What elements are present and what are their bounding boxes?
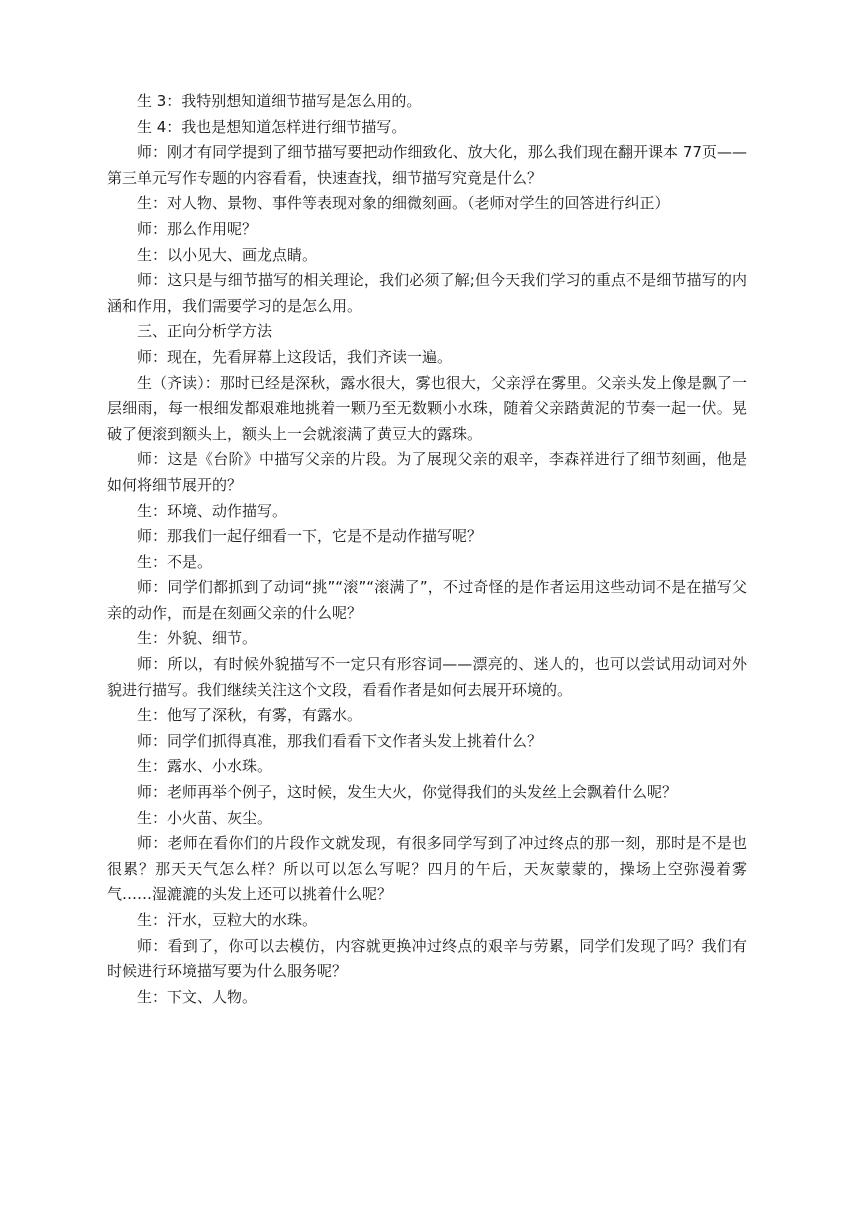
document-body bbox=[107, 89, 747, 1010]
paragraph: 师：现在，先看屏幕上这段话，我们齐读一遍。 bbox=[137, 347, 453, 366]
paragraph: 生：他写了深秋，有雾，有露水。 bbox=[137, 706, 363, 725]
paragraph: 生：小火苗、灰尘。 bbox=[137, 808, 273, 827]
paragraph: 师：刚才有同学提到了细节描写要把动作细致化、放大化，那么我们现在翻开课本 77页——第三单元写作专题的内容看看，快速查找，细节描写究竟是什么？ bbox=[107, 143, 747, 187]
paragraph: 生 4：我也是想知道怎样进行细节描写。 bbox=[137, 117, 407, 136]
section-heading: 三、正向分析学方法 bbox=[137, 322, 273, 341]
paragraph: 生：露水、小水珠。 bbox=[137, 757, 273, 776]
paragraph: 生：以小见大、画龙点睛。 bbox=[137, 245, 318, 264]
paragraph: 师：老师再举个例子，这时候，发生大火，你觉得我们的头发丝上会飘着什么呢？ bbox=[137, 783, 678, 802]
paragraph: 生 3：我特别想知道细节描写是怎么用的。 bbox=[137, 92, 422, 110]
paragraph: 生：下文、人物。 bbox=[137, 987, 258, 1006]
paragraph: 师：同学们都抓到了动词“挑”“滚”“滚满了”，不过奇怪的是作者运用这些动词不是在描写父亲的动作，而是在刻画父亲的什么呢？ bbox=[107, 578, 747, 622]
paragraph: 师：老师在看你们的片段作文就发现，有很多同学写到了冲过终点的那一刻，那时是不是也很累？那天天气怎么样？所以可以怎么写呢？四月的午后，天灰蒙蒙的，操场上空弥漫着雾气……湿漉漉的头发上还可以挑着什么呢？ bbox=[107, 834, 747, 904]
paragraph: 生（齐读）：那时已经是深秋，露水很大，雾也很大，父亲浮在雾里。父亲头发上像是飘了一层细雨，每一根细发都艰难地挑着一颗乃至无数颗小水珠，随着父亲踏黄泥的节奏一起一伏。晃破了便滚到额头上，额头上一会就滚满了黄豆大的露珠。 bbox=[107, 373, 747, 443]
paragraph: 师：那么作用呢？ bbox=[137, 219, 258, 238]
paragraph: 生：不是。 bbox=[137, 552, 213, 571]
paragraph: 师：这是《台阶》中描写父亲的片段。为了展现父亲的艰辛，李森祥进行了细节刻画，他是如何将细节展开的？ bbox=[107, 450, 747, 494]
paragraph: 生：环境、动作描写。 bbox=[137, 501, 288, 520]
paragraph: 师：同学们抓得真准，那我们看看下文作者头发上挑着什么？ bbox=[137, 731, 543, 750]
paragraph: 生：外貌、细节。 bbox=[137, 629, 258, 648]
paragraph: 生：对人物、景物、事件等表现对象的细微刻画。（老师对学生的回答进行纠正） bbox=[137, 194, 670, 213]
paragraph: 师：看到了，你可以去模仿，内容就更换冲过终点的艰辛与劳累，同学们发现了吗？我们有时候进行环境描写要为什么服务呢？ bbox=[107, 936, 747, 981]
paragraph: 生：汗水，豆粒大的水珠。 bbox=[137, 911, 318, 929]
paragraph: 师：这只是与细节描写的相关理论，我们必须了解;但今天我们学习的重点不是细节描写的内涵和作用，我们需要学习的是怎么用。 bbox=[107, 271, 747, 315]
paragraph: 师：所以，有时候外貌描写不一定只有形容词——漂亮的、迷人的，也可以尝试用动词对外貌进行描写。我们继续关注这个文段，看看作者是如何去展开环境的。 bbox=[107, 655, 747, 699]
paragraph: 师：那我们一起仔细看一下，它是不是动作描写呢？ bbox=[137, 527, 483, 546]
